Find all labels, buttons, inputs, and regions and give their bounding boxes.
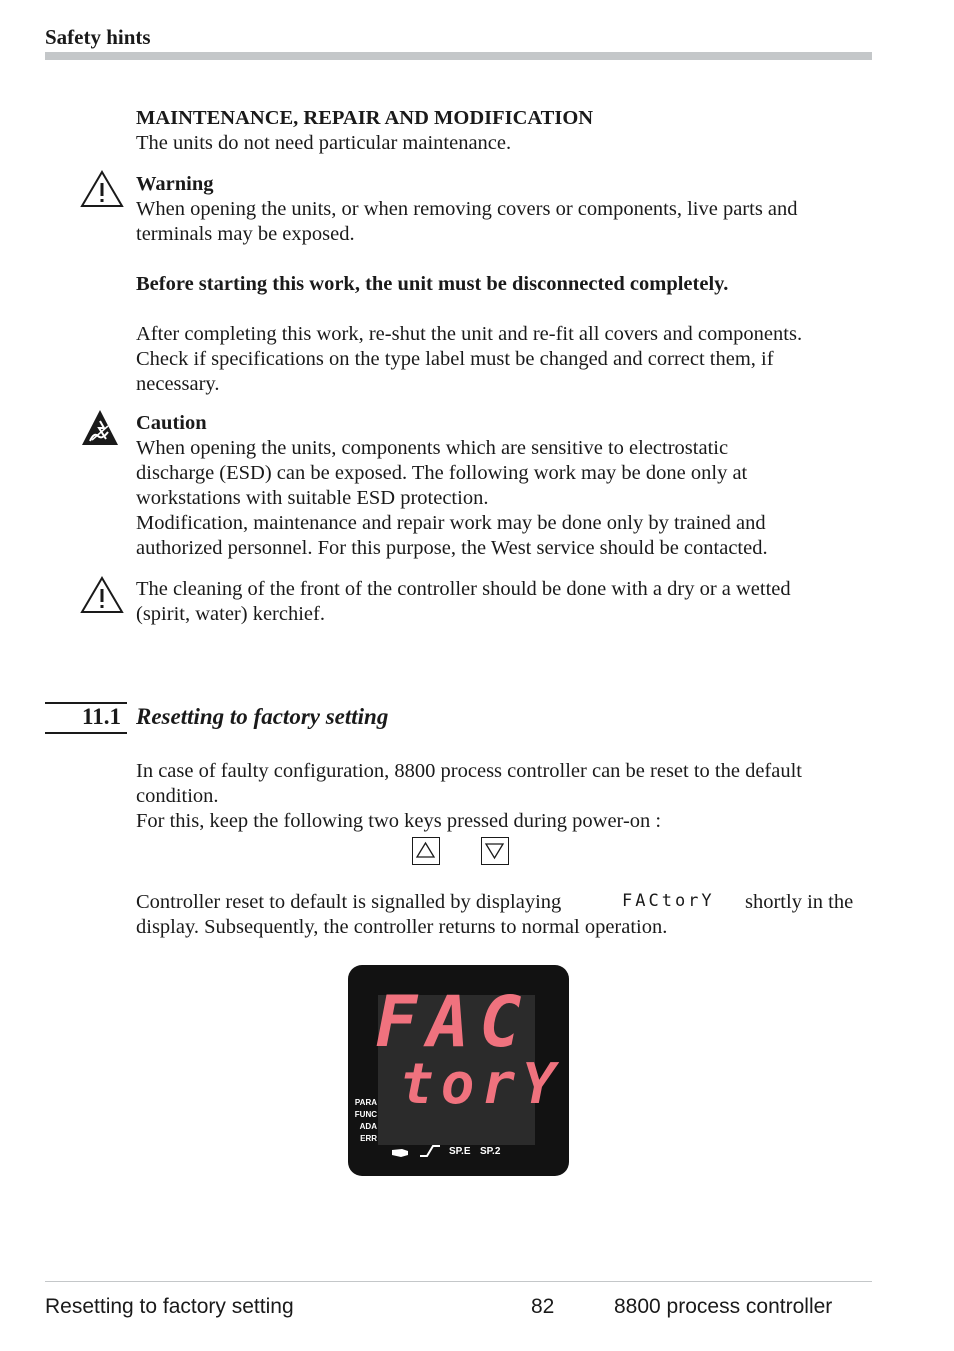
caution-line-2: discharge (ESD) can be exposed. The following work may be done only at [136, 462, 748, 484]
warning-line-2: terminals may be exposed. [136, 223, 355, 245]
caution-line-4: Modification, maintenance and repair work may be done only by trained and [136, 512, 766, 534]
hand-icon [391, 1145, 409, 1163]
section-p3-part-b: shortly in the [745, 891, 854, 913]
factory-segment-text: FACtorY [622, 891, 715, 911]
indicator-ada: ADA [359, 1122, 377, 1131]
indicator-err: ERR [360, 1134, 377, 1143]
header-divider [45, 52, 872, 60]
section-p2: For this, keep the following two keys pressed during power-on : [136, 810, 662, 832]
indicator-para: PARA [354, 1098, 377, 1107]
caution-title: Caution [136, 412, 207, 434]
footer-product-name: 8800 process controller [614, 1295, 833, 1318]
display-bottom-digits: torY [400, 1052, 563, 1117]
esd-caution-icon [80, 408, 120, 453]
after-work-line-1: After completing this work, re-shut the unit and re-fit all covers and components. [136, 323, 803, 345]
footer-divider [45, 1281, 872, 1282]
display-label-spe: SP.E [449, 1146, 471, 1157]
maintenance-text: The units do not need particular maintenance. [136, 132, 512, 154]
section-number: 11.1 [82, 704, 121, 729]
section-p3-part-a: Controller reset to default is signalled by displaying [136, 891, 562, 913]
warning-triangle-icon [80, 576, 124, 619]
after-work-line-2: Check if specifications on the type label must be changed and correct them, if [136, 348, 774, 370]
footer-page-number: 82 [531, 1295, 555, 1318]
warning-triangle-icon [80, 170, 124, 213]
footer-section-name: Resetting to factory setting [45, 1295, 294, 1318]
display-label-sp2: SP.2 [480, 1146, 501, 1157]
cleaning-line-2: (spirit, water) kerchief. [136, 603, 325, 625]
section-title: Resetting to factory setting [136, 704, 389, 729]
cleaning-line-1: The cleaning of the front of the controller should be done with a dry or a wetted [136, 578, 791, 600]
warning-title: Warning [136, 173, 214, 195]
down-key-icon [481, 837, 509, 865]
section-p1-line-2: condition. [136, 785, 219, 807]
caution-line-3: workstations with suitable ESD protection. [136, 487, 489, 509]
page-header-title: Safety hints [45, 25, 151, 49]
warning-bold-note: Before starting this work, the unit must be disconnected completely. [136, 273, 729, 295]
after-work-line-3: necessary. [136, 373, 220, 395]
display-indicators [340, 1097, 377, 1145]
indicator-func: FUNC [354, 1110, 377, 1119]
maintenance-heading: MAINTENANCE, REPAIR AND MODIFICATION [136, 107, 594, 129]
display-top-digits: FAC [375, 981, 532, 1063]
section-p1-line-1: In case of faulty configuration, 8800 process controller can be reset to the default [136, 760, 802, 782]
section-p3-line-2: display. Subsequently, the controller returns to normal operation. [136, 916, 668, 938]
up-key-icon [412, 837, 440, 865]
warning-line-1: When opening the units, or when removing covers or components, live parts and [136, 198, 798, 220]
caution-line-5: authorized personnel. For this purpose, the West service should be contacted. [136, 537, 768, 559]
ramp-icon [419, 1144, 441, 1163]
section-rule-bottom [45, 732, 127, 734]
caution-line-1: When opening the units, components which are sensitive to electrostatic [136, 437, 729, 459]
